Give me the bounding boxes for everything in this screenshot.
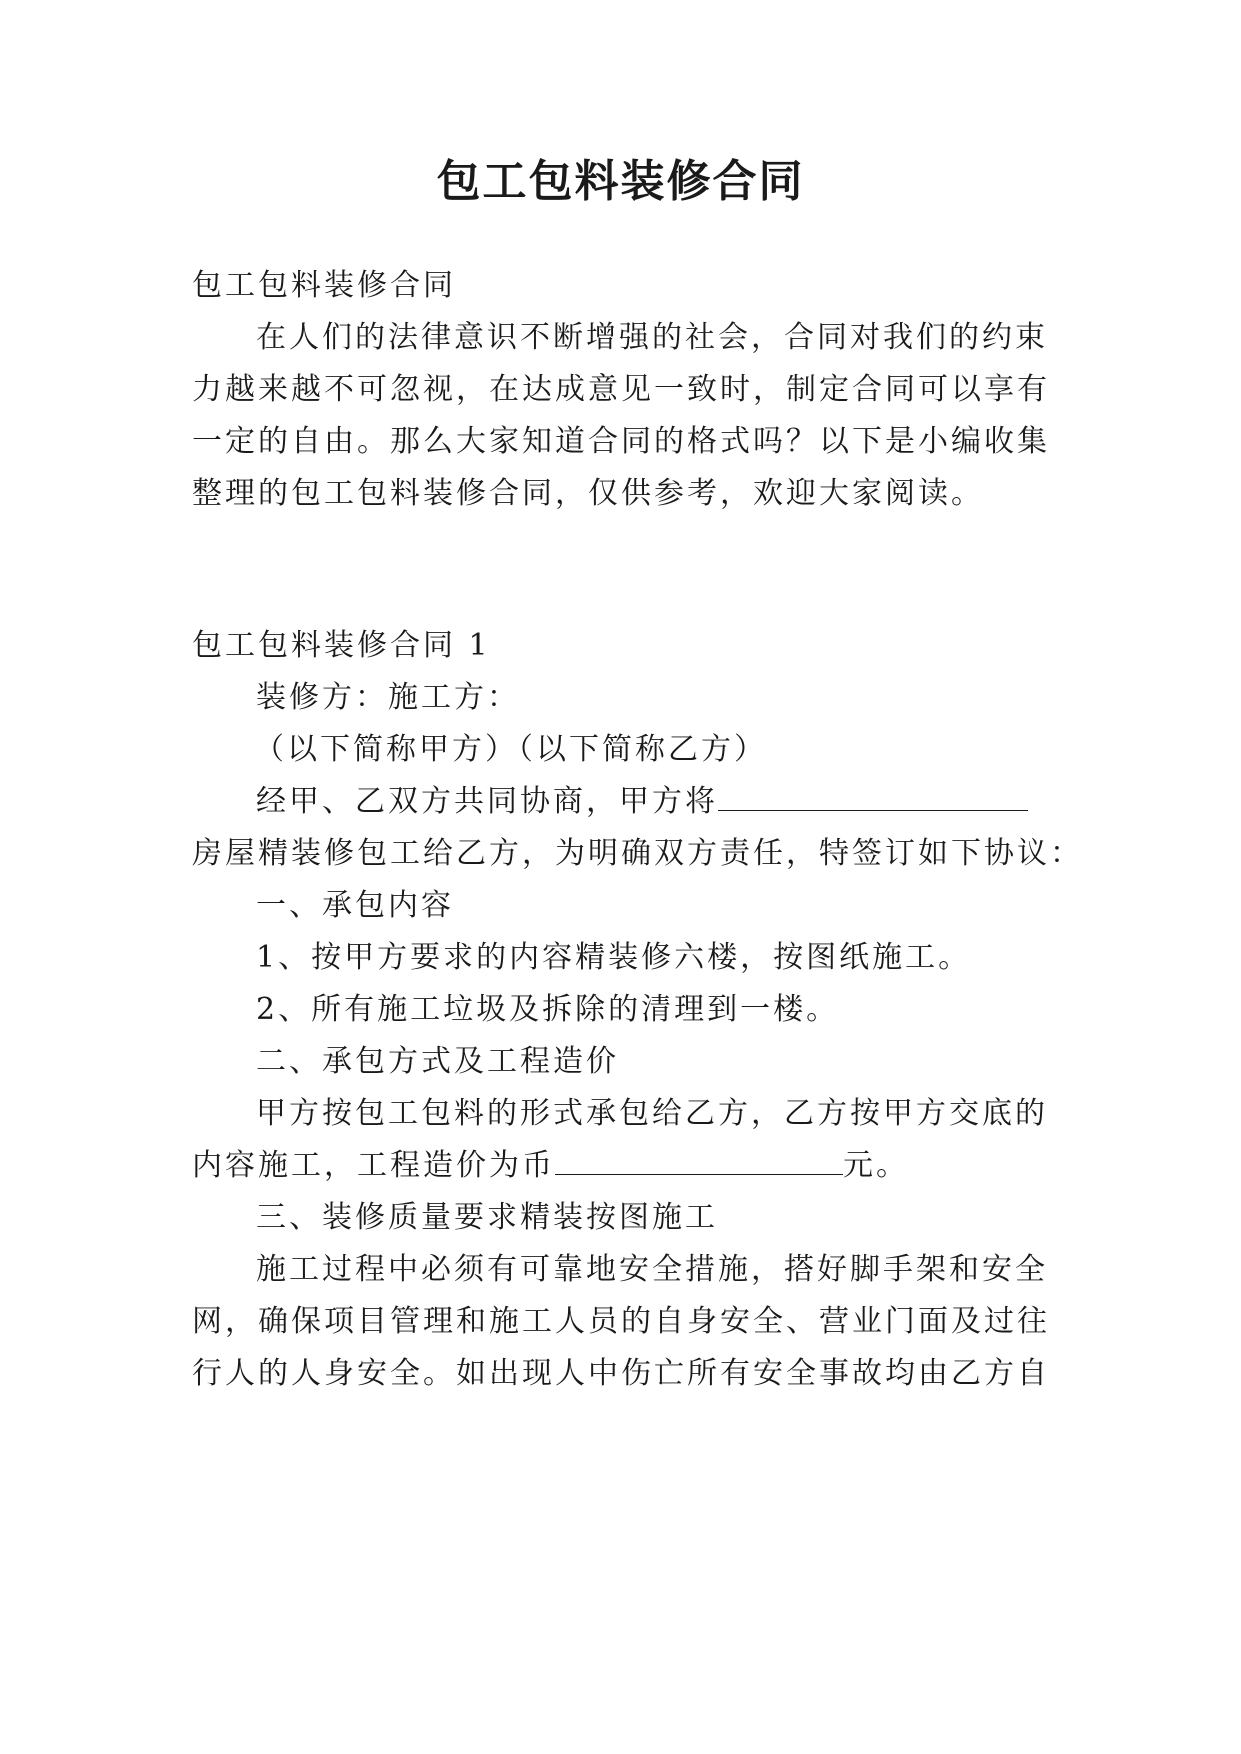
agreement-line bbox=[256, 782, 1060, 822]
clause2-price-unit: 元。 bbox=[843, 1148, 909, 1183]
clause3-text-line3: 行人的人身安全。如出现人中伤亡所有安全事故均由乙方自 bbox=[192, 1356, 1050, 1391]
intro-line-3: 一定的自由。那么大家知道合同的格式吗？以下是小编收集 bbox=[192, 424, 1050, 459]
parties-line: 装修方：施工方： bbox=[256, 680, 520, 715]
clause3-text-line2: 网，确保项目管理和施工人员的自身安全、营业门面及过往 bbox=[192, 1304, 1050, 1339]
intro-line-1: 在人们的法律意识不断增强的社会，合同对我们的约束 bbox=[256, 320, 1048, 355]
property-blank-field bbox=[718, 782, 1028, 811]
clause1-item2: 2、所有施工垃圾及拆除的清理到一楼。 bbox=[256, 992, 840, 1027]
intro-line-4: 整理的包工包料装修合同，仅供参考，欢迎大家阅读。 bbox=[192, 476, 984, 511]
agreement-start-text: 经甲、乙双方共同协商，甲方将 bbox=[256, 784, 718, 819]
parties-abbrev-line: （以下简称甲方）（以下简称乙方） bbox=[254, 732, 767, 767]
clause3-text-line1: 施工过程中必须有可靠地安全措施，搭好脚手架和安全 bbox=[256, 1252, 1048, 1287]
clause1-item1: 1、按甲方要求的内容精装修六楼，按图纸施工。 bbox=[256, 940, 972, 975]
agreement-end-line: 房屋精装修包工给乙方，为明确双方责任，特签订如下协议： bbox=[192, 836, 1083, 871]
clause2-text-line2 bbox=[192, 1146, 1060, 1186]
intro-line-2: 力越来越不可忽视，在达成意见一致时，制定合同可以享有 bbox=[192, 372, 1050, 407]
clause2-price-label: 内容施工，工程造价为币 bbox=[192, 1148, 555, 1183]
section-heading: 包工包料装修合同 1 bbox=[192, 628, 491, 663]
price-blank-field bbox=[555, 1146, 843, 1175]
clause3-heading: 三、装修质量要求精装按图施工 bbox=[256, 1200, 718, 1235]
clause1-heading: 一、承包内容 bbox=[256, 888, 454, 923]
clause2-heading: 二、承包方式及工程造价 bbox=[256, 1044, 619, 1079]
clause2-text-line1: 甲方按包工包料的形式承包给乙方，乙方按甲方交底的 bbox=[256, 1096, 1048, 1131]
document-subtitle: 包工包料装修合同 bbox=[192, 268, 456, 303]
document-title: 包工包料装修合同 bbox=[436, 156, 805, 207]
